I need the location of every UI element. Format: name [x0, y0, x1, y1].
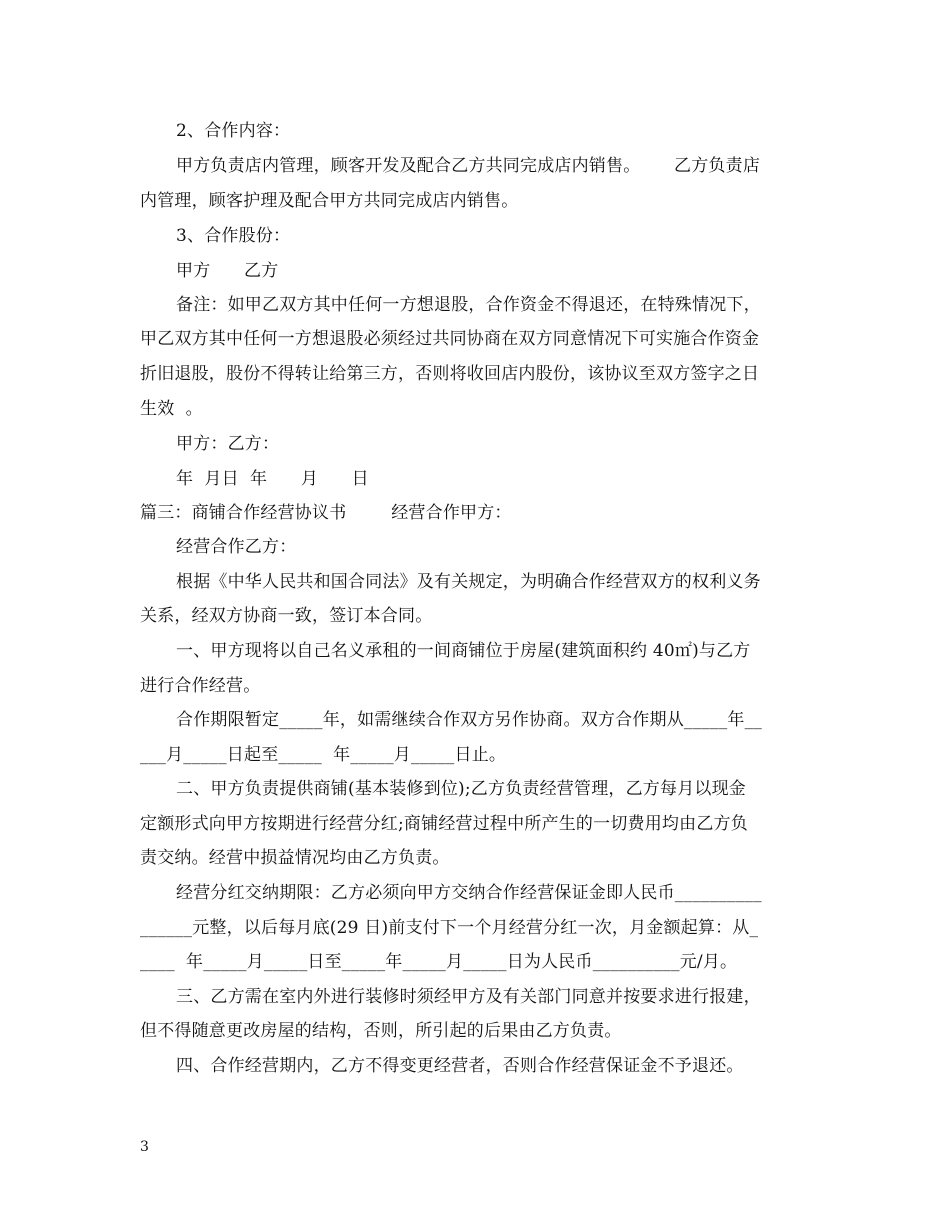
paragraph-line: 定额形式向甲方按期进行经营分红;商铺经营过程中所产生的一切费用均由乙方负 [140, 814, 748, 834]
paragraph-line: ___月_____日起至_____ 年_____月_____日止。 [140, 745, 507, 765]
paragraph-line: 根据《中华人民共和国合同法》及有关规定，为明确合作经营双方的权利义务 [176, 572, 761, 592]
paragraph-line: 关系，经双方协商一致，签订本合同。 [140, 606, 433, 626]
paragraph-line: 责交纳。经营中损益情况均由乙方负责。 [140, 848, 450, 868]
paragraph-line: 甲方 乙方 [176, 261, 279, 281]
date-line: 年 月日 年 月 日 [176, 469, 369, 489]
signature-line: 甲方：乙方： [176, 434, 280, 454]
paragraph-line: 生效 。 [140, 399, 203, 419]
paragraph-line: 经营分红交纳期限：乙方必须向甲方交纳合作经营保证金即人民币__________ [176, 883, 762, 903]
paragraph-line: 进行合作经营。 [140, 676, 261, 696]
paragraph-line: ____ 年_____月_____日至_____年_____月_____日为人民币__________元/月。 [140, 952, 738, 972]
paragraph-line: 备注：如甲乙双方其中任何一方想退股，合作资金不得退还，在特殊情况下， [176, 295, 761, 315]
paragraph-line: 二、甲方负责提供商铺(基本装修到位);乙方负责经营管理，乙方每月以现金 [176, 779, 746, 799]
paragraph-line: 三、乙方需在室内外进行装修时须经甲方及有关部门同意并按要求进行报建， [176, 987, 761, 1007]
section-heading: 2、合作内容： [176, 121, 291, 141]
chapter-heading: 篇三：商铺合作经营协议书 经营合作甲方： [140, 503, 512, 523]
paragraph-line: 四、合作经营期内，乙方不得变更经营者，否则合作经营保证金不予退还。 [176, 1056, 744, 1076]
paragraph-line: 一、甲方现将以自己名义承租的一间商铺位于房屋(建筑面积约 40㎡)与乙方 [176, 641, 751, 661]
paragraph-line: 合作期限暂定_____年，如需继续合作双方另作协商。双方合作期从_____年__ [176, 710, 762, 730]
paragraph-line: 但不得随意更改房屋的结构，否则，所引起的后果由乙方负责。 [140, 1021, 622, 1041]
paragraph-line: 经营合作乙方： [176, 537, 297, 557]
paragraph-line: ______元整，以后每月底(29 日)前支付下一个月经营分红一次，月金额起算：从_ [140, 918, 759, 938]
page-number: 3 [140, 1139, 149, 1155]
paragraph-line: 折旧退股，股份不得转让给第三方，否则将收回店内股份，该协议至双方签字之日 [140, 364, 760, 384]
paragraph-line: 甲方负责店内管理，顾客开发及配合乙方共同完成店内销售。 乙方负责店 [176, 156, 761, 176]
paragraph-line: 内管理，顾客护理及配合甲方共同完成店内销售。 [140, 191, 519, 211]
paragraph-line: 甲乙双方其中任何一方想退股必须经过共同协商在双方同意情况下可实施合作资金 [140, 329, 760, 349]
section-heading: 3、合作股份： [176, 226, 291, 246]
